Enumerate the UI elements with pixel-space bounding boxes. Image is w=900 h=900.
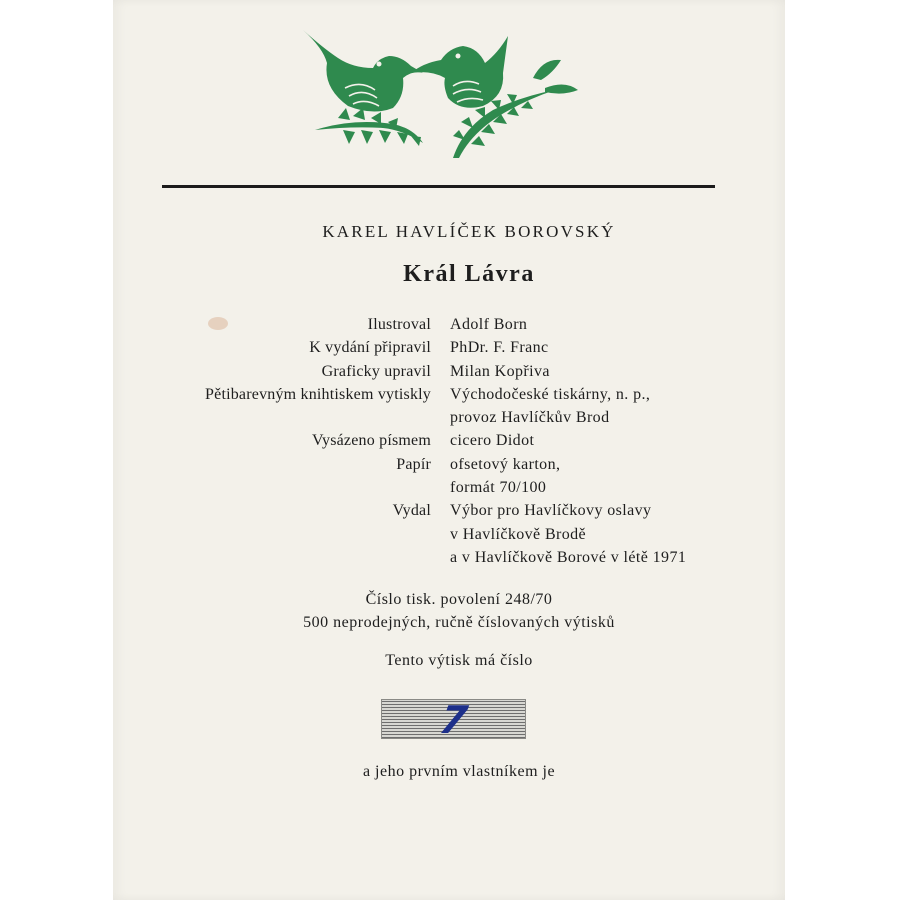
credit-value: Milan Kopřiva — [450, 362, 550, 380]
credit-value: PhDr. F. Franc — [450, 339, 549, 357]
credit-row — [113, 456, 785, 479]
credit-value: ofsetový karton, — [450, 455, 561, 473]
credit-row — [113, 432, 785, 455]
credit-value: v Havlíčkově Brodě — [450, 525, 587, 543]
credit-label: Papír — [396, 455, 431, 473]
credit-row — [113, 526, 785, 549]
copy-number-label: Tento výtisk má číslo — [385, 652, 533, 669]
credit-value: Výbor pro Havlíčkovy oslavy — [450, 502, 652, 520]
credit-row — [113, 386, 785, 409]
handwritten-copy-number: 7 — [436, 698, 471, 742]
edition-note: 500 neprodejných, ručně číslovaných výtisků — [303, 614, 615, 631]
credit-label: Pětibarevným knihtiskem vytiskly — [205, 385, 431, 403]
credit-row — [113, 409, 785, 432]
copy-number-box — [381, 698, 526, 742]
print-permit: Číslo tisk. povolení 248/70 — [365, 591, 553, 608]
author-name: KAREL HAVLÍČEK BOROVSKÝ — [322, 222, 616, 241]
credit-value: Východočeské tiskárny, n. p., — [450, 385, 651, 403]
credit-row — [113, 502, 785, 525]
credit-row — [113, 339, 785, 362]
credit-value: provoz Havlíčkův Brod — [450, 409, 610, 427]
credit-label: Graficky upravil — [321, 362, 431, 380]
credit-label: Ilustroval — [367, 316, 431, 333]
horizontal-divider — [162, 185, 715, 188]
credit-value: Adolf Born — [450, 316, 528, 333]
credit-label: Vysázeno písmem — [312, 432, 431, 450]
two-birds-on-branches-icon — [293, 18, 593, 168]
credit-value: formát 70/100 — [450, 479, 547, 497]
credit-label: K vydání připravil — [309, 339, 431, 357]
credit-row — [113, 549, 785, 572]
owner-label: a jeho prvním vlastníkem je — [362, 763, 556, 780]
credits-list — [113, 316, 785, 572]
colophon-page — [113, 0, 785, 900]
credit-row — [113, 479, 785, 502]
credit-row — [113, 363, 785, 386]
credit-row — [113, 316, 785, 339]
credit-value: cicero Didot — [450, 432, 535, 450]
credit-label: Vydal — [392, 502, 431, 520]
book-title: Král Lávra — [403, 261, 535, 287]
credit-value: a v Havlíčkově Borové v létě 1971 — [450, 548, 687, 566]
